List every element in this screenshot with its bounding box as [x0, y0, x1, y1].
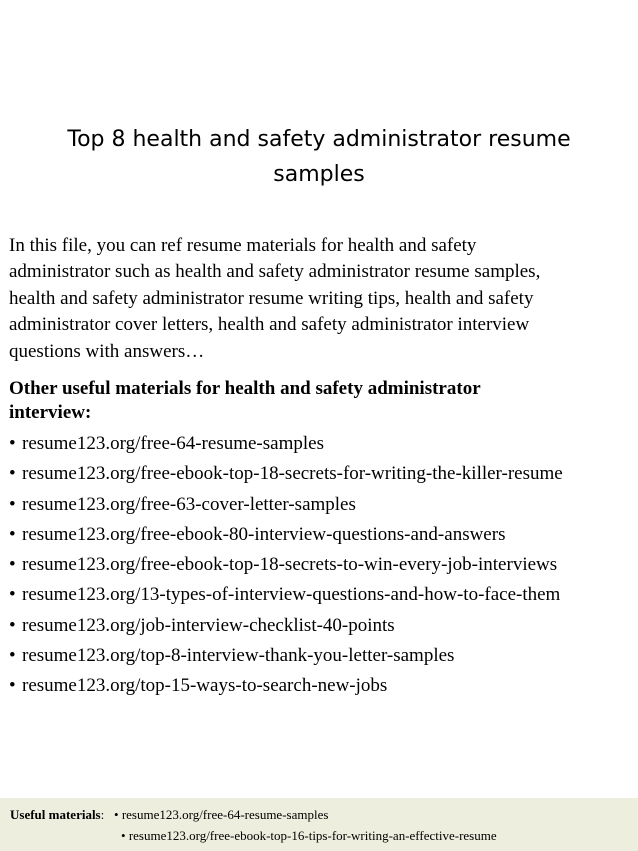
bullet-icon: •	[9, 433, 16, 454]
bullet-icon: •	[9, 554, 16, 576]
footer-label-colon: :	[100, 807, 108, 822]
intro-line: questions with answers…	[9, 340, 205, 362]
material-link[interactable]: resume123.org/top-8-interview-thank-you-letter-samples	[22, 645, 455, 667]
footer-link[interactable]: resume123.org/free-ebook-top-16-tips-for-writing-an-effective-resume	[128, 828, 497, 843]
heading-line-2: interview:	[9, 402, 92, 423]
list-item	[9, 550, 563, 580]
bullet-icon: •	[9, 645, 16, 667]
material-link[interactable]: resume123.org/free-ebook-top-18-secrets-to-win-every-job-interviews	[22, 554, 558, 576]
intro-line: administrator cover letters, health and safety administrator interview	[9, 314, 530, 336]
material-link[interactable]: resume123.org/free-ebook-80-interview-questions-and-answers	[22, 523, 506, 545]
list-item	[9, 459, 563, 489]
bullet-icon: •	[121, 828, 126, 843]
footer-link[interactable]: resume123.org/free-64-resume-samples	[121, 807, 329, 822]
bullet-icon: •	[9, 584, 16, 606]
page-title-line-1: Top 8 health and safety administrator resume	[67, 127, 571, 152]
bullet-icon: •	[114, 807, 119, 822]
list-item	[9, 429, 563, 459]
page-title	[0, 122, 638, 192]
list-item	[9, 671, 563, 701]
bullet-icon: •	[9, 463, 16, 485]
footer-item	[114, 804, 328, 826]
intro-line: health and safety administrator resume writing tips, health and safety	[9, 287, 534, 309]
list-item	[9, 611, 563, 641]
footer-item	[121, 825, 497, 847]
material-link[interactable]: resume123.org/13-types-of-interview-questions-and-how-to-face-them	[22, 584, 561, 606]
heading-line-1: Other useful materials for health and safety administrator	[9, 378, 481, 399]
intro-line: In this file, you can ref resume materials for health and safety	[9, 235, 477, 256]
list-item	[9, 490, 563, 520]
footer-label	[10, 804, 108, 826]
bullet-icon: •	[9, 493, 16, 515]
material-link[interactable]: resume123.org/free-ebook-top-18-secrets-for-writing-the-killer-resume	[22, 463, 563, 485]
intro-paragraph	[9, 233, 629, 365]
footer-useful-materials	[0, 798, 638, 851]
material-link[interactable]: resume123.org/free-64-resume-samples	[22, 433, 324, 454]
footer-label-text: Useful materials	[10, 807, 101, 822]
bullet-icon: •	[9, 614, 16, 636]
material-link[interactable]: resume123.org/job-interview-checklist-40-points	[22, 614, 395, 636]
intro-line: administrator such as health and safety administrator resume samples,	[9, 261, 541, 283]
list-item	[9, 520, 563, 550]
bullet-icon: •	[9, 675, 16, 697]
material-link[interactable]: resume123.org/free-63-cover-letter-samples	[22, 493, 356, 515]
page-title-line-2: samples	[273, 162, 365, 187]
material-link[interactable]: resume123.org/top-15-ways-to-search-new-jobs	[22, 675, 388, 697]
list-item	[9, 580, 563, 610]
bullet-icon: •	[9, 523, 16, 545]
materials-link-list	[9, 429, 563, 702]
list-item	[9, 641, 563, 671]
other-materials-heading	[9, 377, 629, 425]
